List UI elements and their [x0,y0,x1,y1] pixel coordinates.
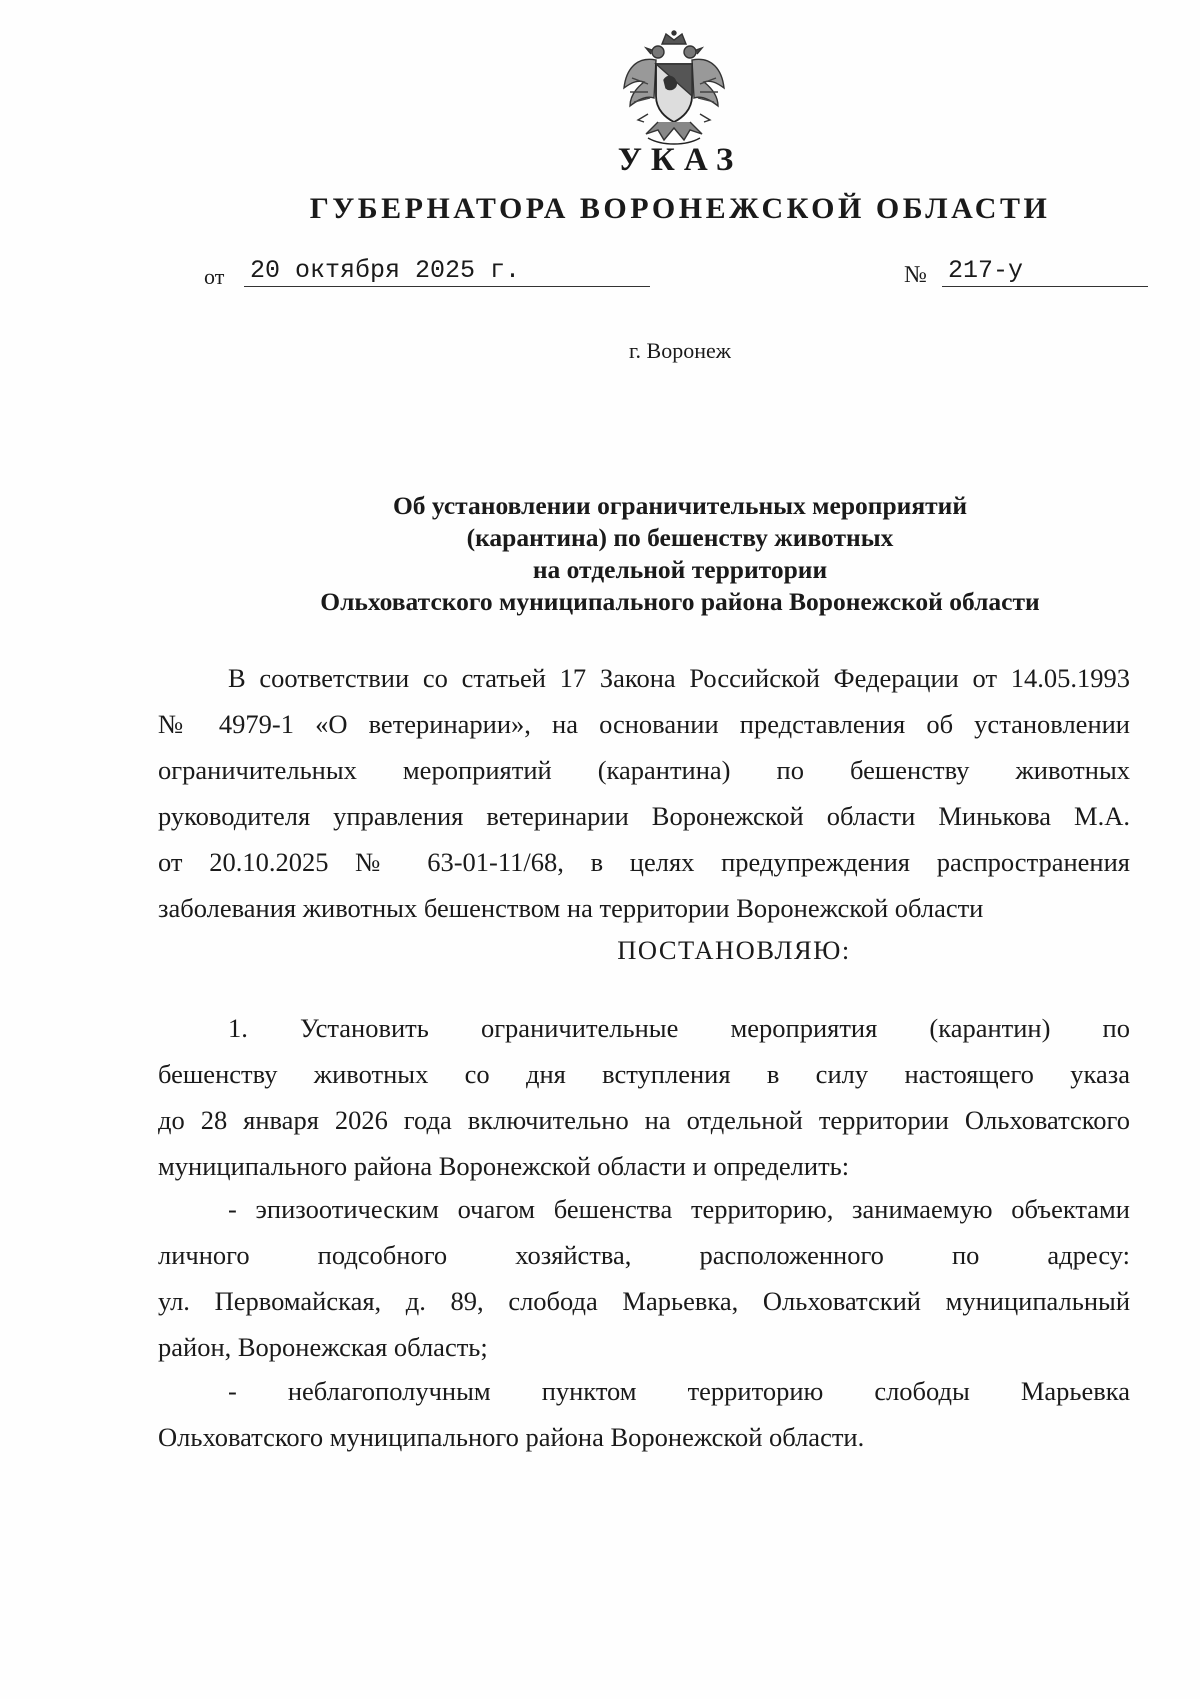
number-prefix: № [904,262,927,288]
coat-of-arms-icon [618,30,730,148]
preamble-paragraph [158,655,1130,973]
item-line: - неблагополучным пунктом территорию слободы Марьевка [228,1376,1130,1406]
title-line: Ольховатского муниципального района Воронежской области [320,587,1040,616]
clause-1 [158,1005,1130,1189]
city-label: г. Воронеж [629,338,731,363]
preamble-line: № 4979-1 «О ветеринарии», на основании представления об установлении [158,709,1130,739]
item-line: Ольховатского муниципального района Воронежской области. [158,1422,865,1452]
clause-1-item-2 [158,1368,1130,1460]
clause-line: 1. Установить ограничительные мероприятия (карантин) по [228,1013,1130,1043]
preamble-line: В соответствии со статьей 17 Закона Российской Федерации от 14.05.1993 [228,663,1130,693]
item-line: - эпизоотическим очагом бешенства территорию, занимаемую объектами [228,1194,1130,1224]
item-line: район, Воронежская область; [158,1332,488,1362]
item-line: личного подсобного хозяйства, расположенного по адресу: [158,1240,1130,1270]
number-value: 217-у [942,256,1148,287]
preamble-line: заболевания животных бешенством на территории Воронежской области [158,893,984,923]
preamble-line: руководителя управления ветеринарии Воронежской области Минькова М.А. [158,801,1130,831]
title-line: на отдельной территории [532,555,828,584]
clause-1-item-1 [158,1186,1130,1370]
document-type-heading: УКАЗ [617,142,743,178]
title-line: Об установлении ограничительных мероприятий [392,491,968,520]
decree-word: ПОСТАНОВЛЯЮ: [617,935,851,965]
preamble-line: ограничительных мероприятий (карантина) по бешенству животных [158,755,1130,785]
clause-line: бешенству животных со дня вступления в силу настоящего указа [158,1059,1130,1089]
title-line: (карантина) по бешенству животных [466,523,894,552]
clause-line: муниципального района Воронежской области и определить: [158,1151,850,1181]
document-title [0,490,1200,618]
date-value: 20 октября 2025 г. [244,256,650,287]
item-line: ул. Первомайская, д. 89, слобода Марьевка, Ольховатский муниципальный [158,1286,1130,1316]
date-prefix: от [204,264,225,289]
preamble-line: от 20.10.2025 № 63-01-11/68, в целях предупреждения распространения [158,847,1130,877]
issuer-heading: ГУБЕРНАТОРА ВОРОНЕЖСКОЙ ОБЛАСТИ [309,192,1051,225]
clause-line: до 28 января 2026 года включительно на отдельной территории Ольховатского [158,1105,1130,1135]
